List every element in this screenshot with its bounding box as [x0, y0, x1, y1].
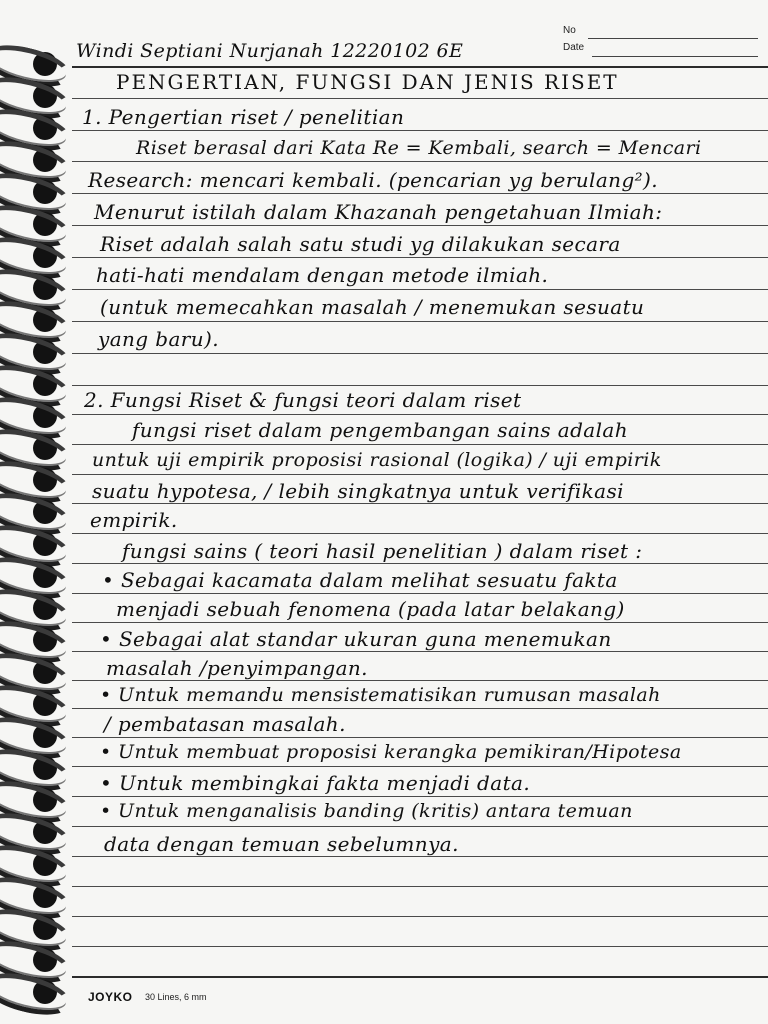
text-line: empirik. — [90, 508, 178, 532]
text-line: / pembatasan masalah. — [104, 712, 346, 736]
text-line: untuk uji empirik proposisi rasional (logika) / uji empirik — [92, 449, 662, 471]
no-field-line — [588, 38, 758, 39]
section-1-heading: 1. Pengertian riset / penelitian — [82, 105, 405, 129]
bullet-item: • Untuk membingkai fakta menjadi data. — [100, 771, 531, 795]
ruled-line — [72, 444, 768, 445]
ruled-line — [72, 161, 768, 162]
ruled-line — [72, 680, 768, 681]
ruled-line — [72, 257, 768, 258]
ruled-line — [72, 946, 768, 947]
ruled-line — [72, 98, 768, 99]
ruled-line — [72, 622, 768, 623]
text-line: yang baru). — [98, 327, 219, 351]
text-line: fungsi riset dalam pengembangan sains adalah — [132, 418, 629, 442]
ruled-line — [72, 193, 768, 194]
ruled-line — [72, 414, 768, 415]
date-field-line — [592, 56, 758, 57]
ruled-line — [72, 563, 768, 564]
ruled-line — [72, 353, 768, 354]
ruled-line — [72, 474, 768, 475]
text-line: (untuk memecahkan masalah / menemukan sesuatu — [100, 295, 645, 319]
ruled-line — [72, 593, 768, 594]
brand-logo: JOYKO — [88, 990, 133, 1004]
text-line: menjadi sebuah fenomena (pada latar belakang) — [116, 597, 625, 621]
section-2-heading: 2. Fungsi Riset & fungsi teori dalam riset — [84, 388, 522, 412]
page-title: PENGERTIAN, FUNGSI DAN JENIS RISET — [116, 70, 619, 94]
bullet-item: • Untuk memandu mensistematisikan rumusan masalah — [100, 684, 661, 706]
bullet-item: • Sebagai alat standar ukuran guna menemukan — [100, 627, 612, 651]
ruled-line — [72, 796, 768, 797]
ruled-line — [72, 916, 768, 917]
spiral-binding — [0, 0, 80, 1024]
ruled-line — [72, 826, 768, 827]
paper-spec: 30 Lines, 6 mm — [145, 992, 207, 1002]
no-label: No — [563, 25, 576, 36]
ruled-line — [72, 708, 768, 709]
ruled-line — [72, 289, 768, 290]
ruled-line — [72, 321, 768, 322]
text-line: Research: mencari kembali. (pencarian yg berulang²). — [88, 168, 659, 192]
bullet-item: • Untuk menganalisis banding (kritis) antara temuan — [100, 800, 633, 822]
ruled-line — [72, 737, 768, 738]
date-label: Date — [563, 42, 585, 53]
ruled-line — [72, 66, 768, 68]
text-line: suatu hypotesa, / lebih singkatnya untuk verifikasi — [92, 479, 624, 503]
ruled-line — [72, 651, 768, 652]
text-line: fungsi sains ( teori hasil penelitian ) dalam riset : — [122, 539, 643, 563]
text-line: Riset adalah salah satu studi yg dilakukan secara — [100, 232, 621, 256]
ruled-line — [72, 225, 768, 226]
text-line: masalah /penyimpangan. — [106, 656, 368, 680]
ruled-line — [72, 856, 768, 857]
author-line: Windi Septiani Nurjanah 12220102 6E — [76, 40, 464, 62]
ruled-line — [72, 385, 768, 386]
ruled-line — [72, 886, 768, 887]
ruled-line — [72, 533, 768, 534]
text-line: hati-hati mendalam dengan metode ilmiah. — [96, 263, 549, 287]
bullet-item: • Sebagai kacamata dalam melihat sesuatu fakta — [102, 568, 618, 592]
ruled-line — [72, 976, 768, 978]
text-line: data dengan temuan sebelumnya. — [104, 832, 459, 856]
ruled-line — [72, 130, 768, 131]
bullet-item: • Untuk membuat proposisi kerangka pemikiran/Hipotesa — [100, 741, 682, 763]
text-line: Riset berasal dari Kata Re = Kembali, search = Mencari — [136, 137, 702, 159]
ruled-line — [72, 766, 768, 767]
text-line: Menurut istilah dalam Khazanah pengetahuan Ilmiah: — [94, 200, 663, 224]
ruled-line — [72, 503, 768, 504]
